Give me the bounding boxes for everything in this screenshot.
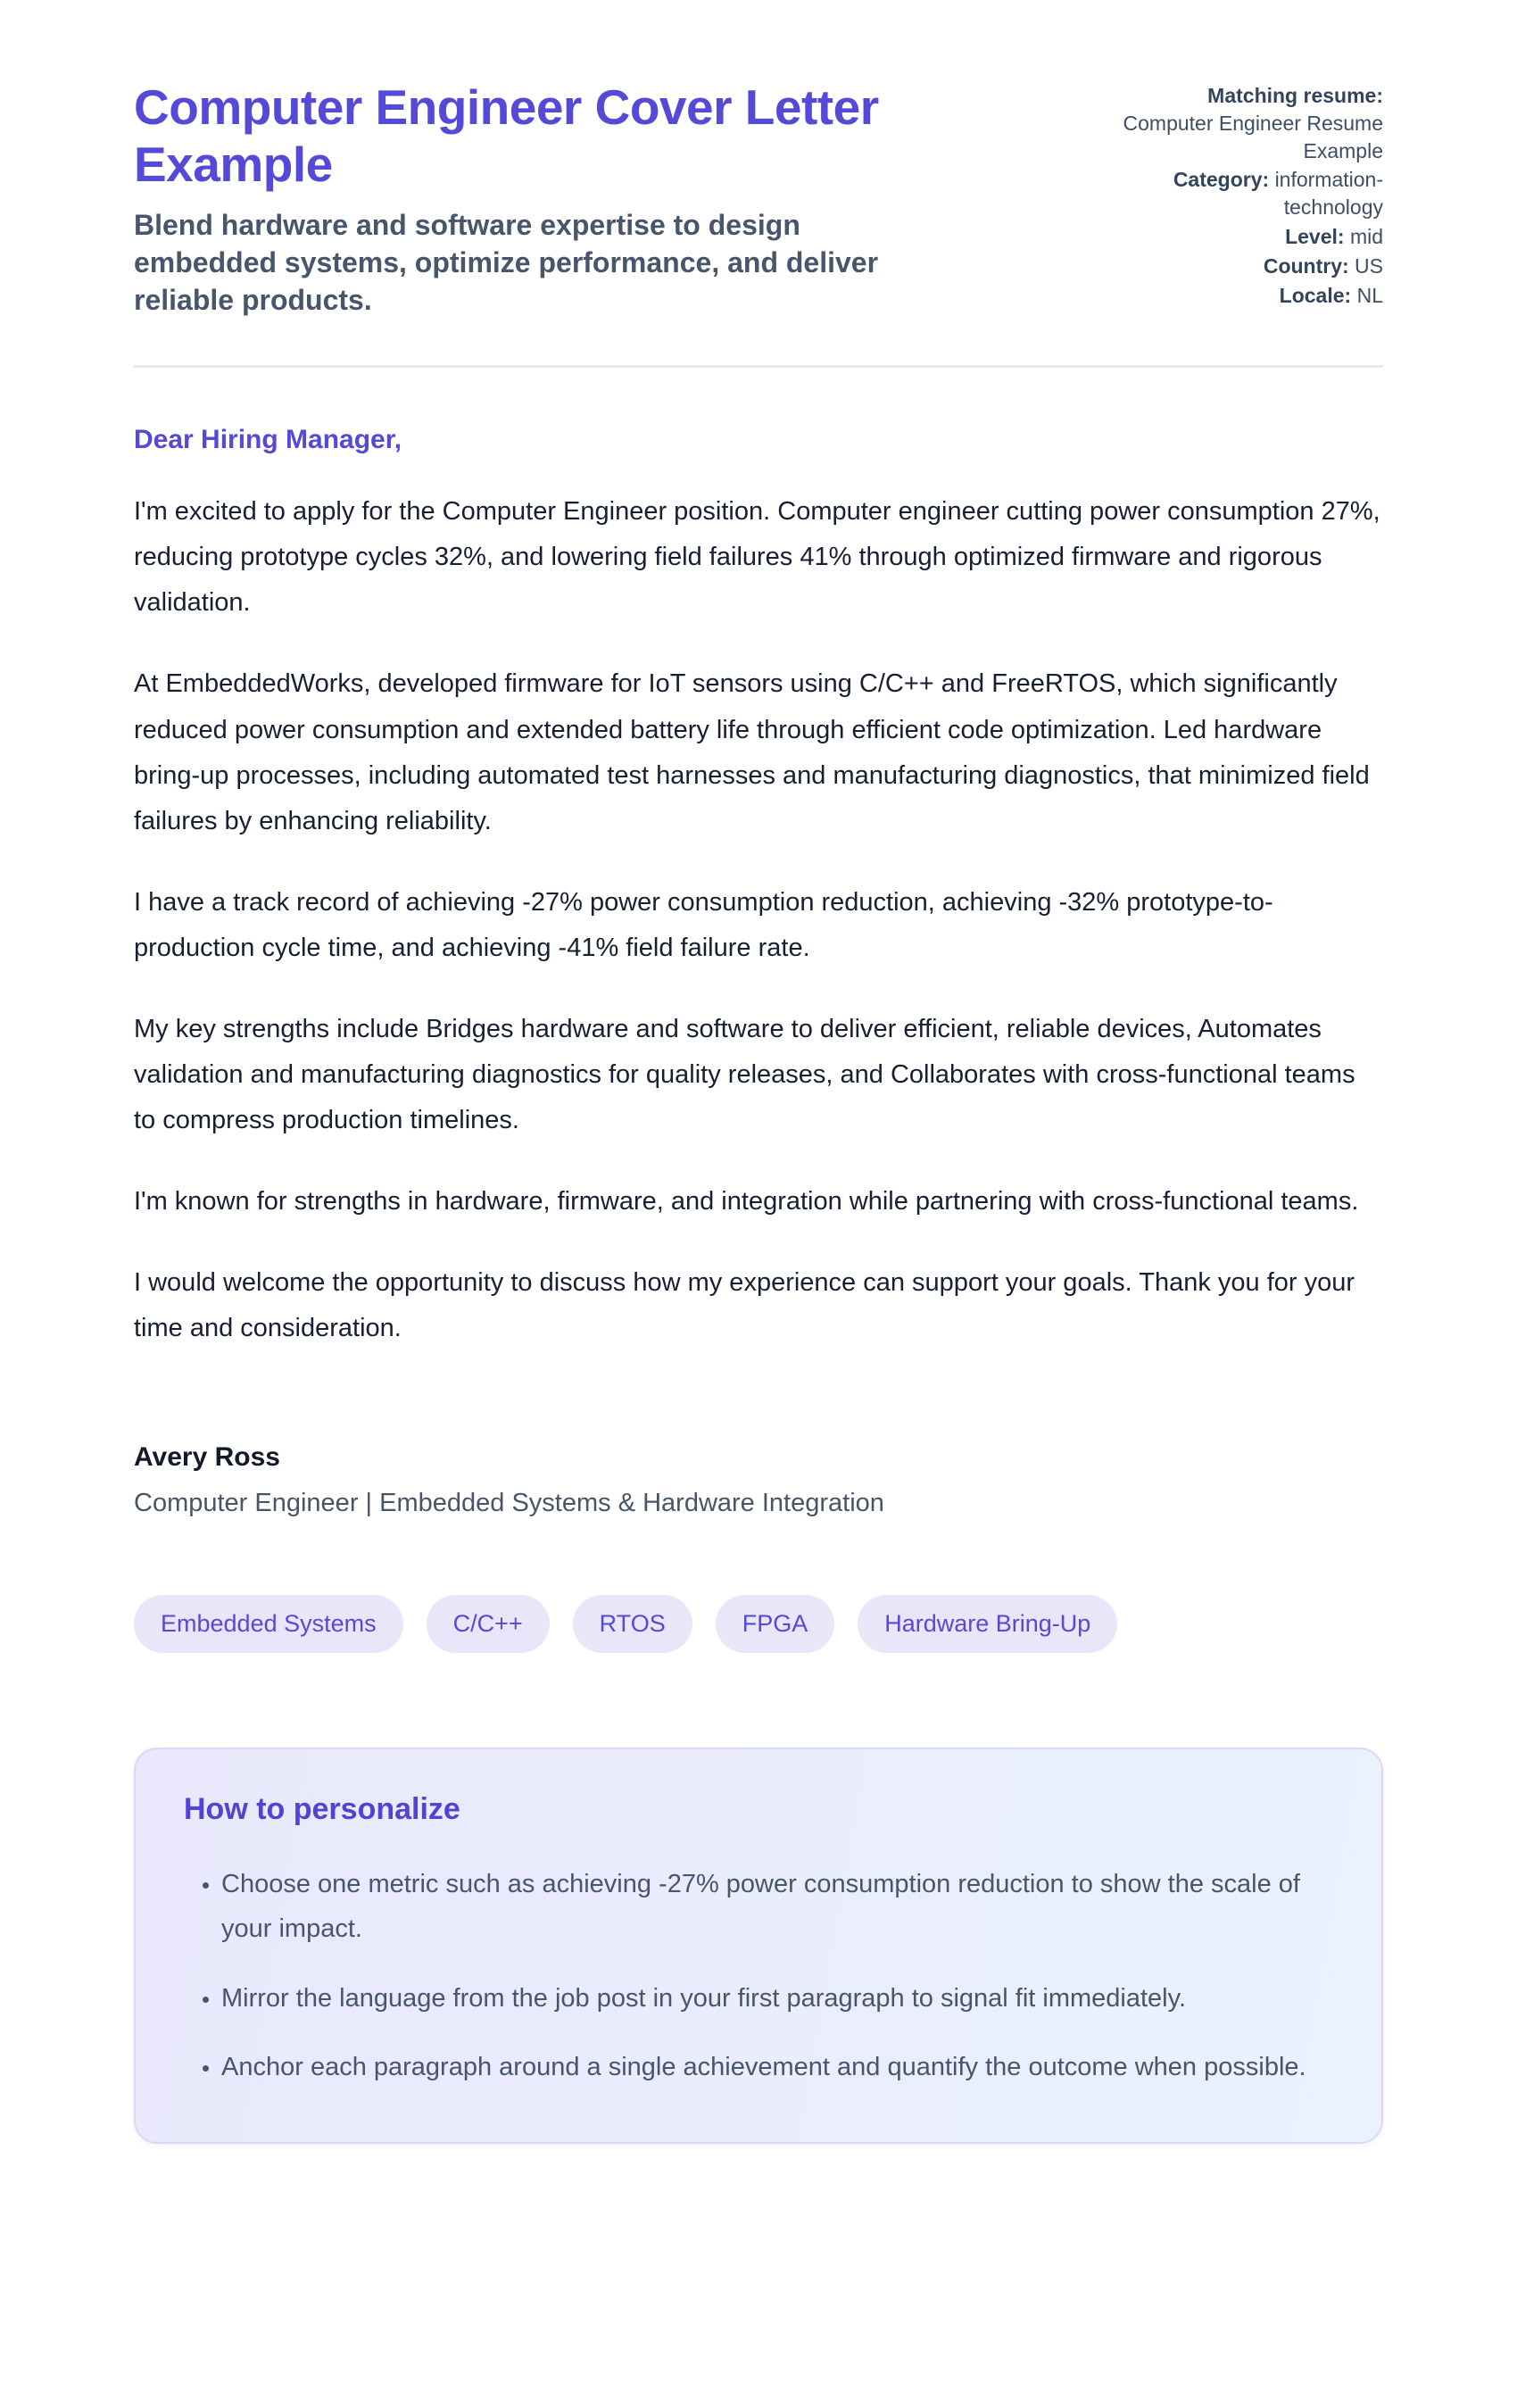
meta-label: Category: bbox=[1173, 168, 1275, 192]
meta-label: Matching resume: bbox=[1207, 84, 1383, 107]
meta-row-locale bbox=[1115, 282, 1383, 310]
letter-paragraph: My key strengths include Bridges hardware and software to deliver efficient, reliable devices, Automates validation and manufacturing diagnostics for quality releases, and Collaborates with cross-functional teams to compress production timelines. bbox=[134, 1014, 1355, 1134]
tips-list bbox=[184, 1863, 1333, 2091]
tips-item: • Choose one metric such as achieving -27% power consumption reduction to show the scale of your impact. bbox=[221, 1863, 1333, 1952]
skill-tags bbox=[134, 1595, 1383, 1653]
letter-paragraph: I'm excited to apply for the Computer Engineer position. Computer engineer cutting power consumption 27%, reducing prototype cycles 32%, and lowering field failures 41% through optimized firmware and rigorous validation. bbox=[134, 497, 1380, 618]
meta-value: Computer Engineer Resume Example bbox=[1123, 111, 1383, 162]
letter-greeting: Dear Hiring Manager, bbox=[134, 425, 402, 455]
skill-tag-pill: Hardware Bring-Up bbox=[858, 1595, 1117, 1653]
tips-title: How to personalize bbox=[184, 1791, 460, 1826]
personalize-tips-card bbox=[134, 1748, 1383, 2145]
skill-tag-pill: RTOS bbox=[573, 1595, 692, 1653]
letter-paragraph: At EmbeddedWorks, developed firmware for IoT sensors using C/C++ and FreeRTOS, which significantly reduced power consumption and extended battery life through efficient code optimization. Led hardware bring-up processes, including automated test harnesses and manufacturing diagnostics, that minimized field failures by enhancing reliability. bbox=[134, 669, 1370, 835]
meta-label: Country: bbox=[1263, 253, 1355, 278]
skill-tag-pill: FPGA bbox=[716, 1595, 835, 1653]
letter-body bbox=[134, 425, 1383, 1517]
signature-name: Avery Ross bbox=[134, 1441, 280, 1472]
tips-item: • Anchor each paragraph around a single achievement and quantify the outcome when possible. bbox=[221, 2046, 1333, 2090]
letter-paragraph: I have a track record of achieving -27% power consumption reduction, achieving -32% prototype-to-production cycle time, and achieving -41% field failure rate. bbox=[134, 887, 1273, 962]
skill-tag-pill: C/C++ bbox=[427, 1595, 550, 1653]
resume-meta-block bbox=[1115, 79, 1383, 311]
header-divider bbox=[134, 365, 1383, 368]
page-subtitle: Blend hardware and software expertise to design embedded systems, optimize performance, and deliver reliable products. bbox=[134, 208, 879, 317]
letter-paragraph: I'm known for strengths in hardware, firmware, and integration while partnering with cross-functional teams. bbox=[134, 1186, 1359, 1216]
meta-value: NL bbox=[1356, 283, 1383, 307]
page-title: Computer Engineer Cover Letter Example bbox=[134, 79, 879, 193]
tips-item: • Mirror the language from the job post in your first paragraph to signal fit immediately. bbox=[221, 1977, 1333, 2022]
meta-value: information-technology bbox=[1274, 168, 1383, 220]
cover-letter-page bbox=[134, 0, 1383, 2144]
meta-row-country bbox=[1115, 253, 1383, 280]
header-title-block bbox=[134, 79, 991, 319]
meta-value: mid bbox=[1349, 225, 1383, 249]
signature-role: Computer Engineer | Embedded Systems & Hardware Integration bbox=[134, 1488, 884, 1517]
meta-row-level bbox=[1115, 223, 1383, 251]
meta-row-matching-resume bbox=[1115, 82, 1383, 164]
skill-tag-pill: Embedded Systems bbox=[134, 1595, 403, 1653]
meta-row-category bbox=[1115, 166, 1383, 221]
meta-value: US bbox=[1355, 253, 1383, 278]
meta-label: Level: bbox=[1285, 225, 1350, 249]
letter-paragraph: I would welcome the opportunity to discuss how my experience can support your goals. Thank you for your time and consideration. bbox=[134, 1267, 1355, 1342]
meta-label: Locale: bbox=[1279, 283, 1357, 307]
page-header bbox=[134, 79, 1383, 319]
